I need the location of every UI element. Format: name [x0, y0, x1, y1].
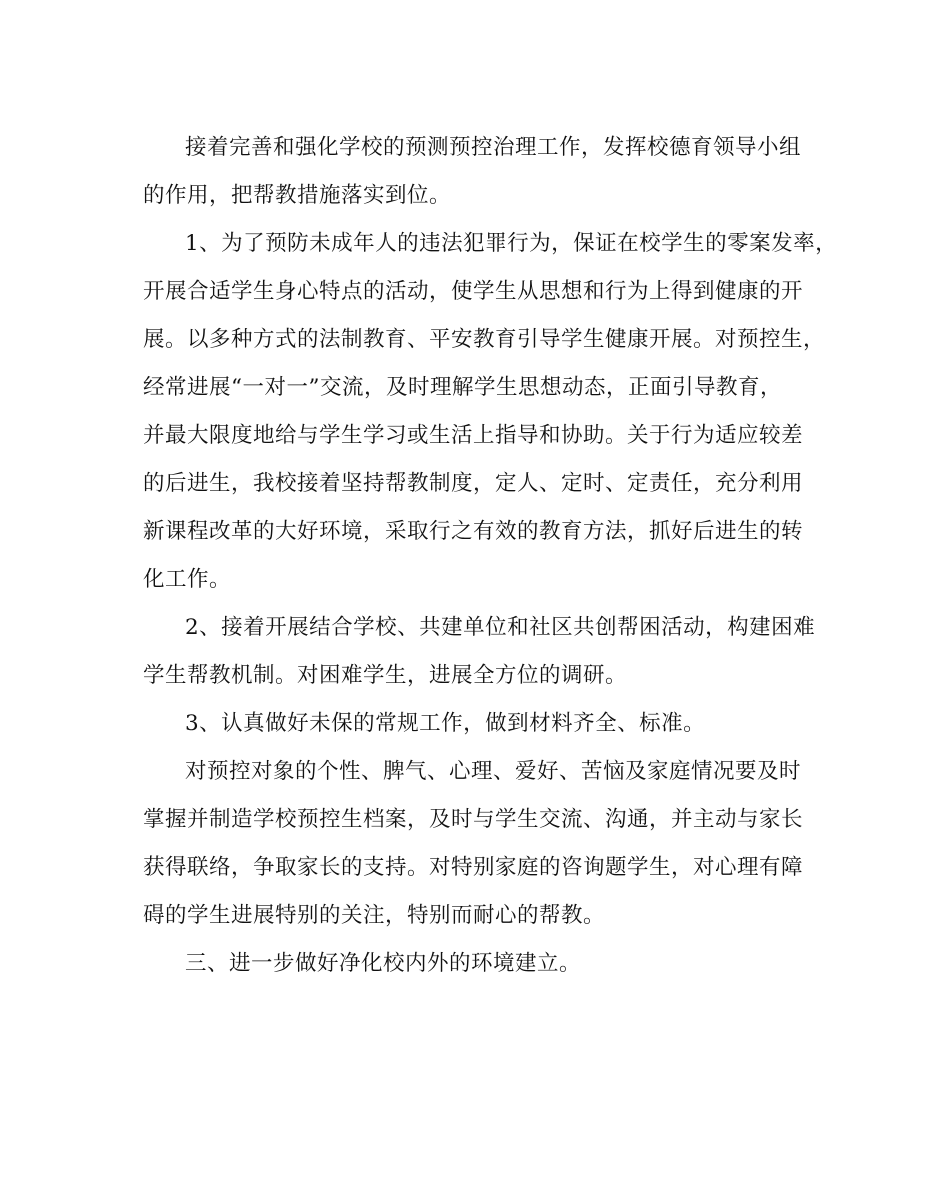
paragraph-line: 的作用，把帮教措施落实到位。	[143, 183, 452, 208]
paragraph-line: 新课程改革的大好环境，采取行之有效的教育方法，抓好后进生的转	[143, 519, 804, 544]
paragraph-line: 碍的学生进展特别的关注，特别而耐心的帮教。	[143, 903, 606, 928]
paragraph-line: 对预控对象的个性、脾气、心理、爱好、苦恼及家庭情况要及时	[185, 759, 802, 784]
paragraph-line: 开展合适学生身心特点的活动，使学生从思想和行为上得到健康的开	[143, 279, 804, 304]
paragraph-line: 学生帮教机制。对困难学生，进展全方位的调研。	[143, 663, 628, 688]
paragraph-line: 化工作。	[143, 567, 232, 592]
paragraph-line: 经常进展“一对一”交流，及时理解学生思想动态，正面引导教育，	[143, 375, 782, 400]
paragraph-line: 并最大限度地给与学生学习或生活上指导和协助。关于行为适应较差	[143, 423, 804, 448]
paragraph-line: 1、为了预防未成年人的违法犯罪行为，保证在校学生的零案发率，	[185, 231, 838, 256]
paragraph-line: 接着完善和强化学校的预测预控治理工作，发挥校德育领导小组	[185, 135, 802, 160]
paragraph-line: 掌握并制造学校预控生档案，及时与学生交流、沟通，并主动与家长	[143, 807, 804, 832]
paragraph-line: 3、认真做好未保的常规工作，做到材料齐全、标准。	[185, 711, 706, 736]
paragraph-line: 获得联络，争取家长的支持。对特别家庭的咨询题学生，对心理有障	[143, 855, 804, 880]
paragraph-line: 2、接着开展结合学校、共建单位和社区共创帮困活动，构建困难	[185, 615, 816, 640]
section-heading: 三、进一步做好净化校内外的环境建立。	[185, 951, 582, 976]
paragraph-line: 展。以多种方式的法制教育、平安教育引导学生健康开展。对预控生，	[143, 327, 826, 352]
paragraph-line: 的后进生，我校接着坚持帮教制度，定人、定时、定责任，充分利用	[143, 471, 804, 496]
